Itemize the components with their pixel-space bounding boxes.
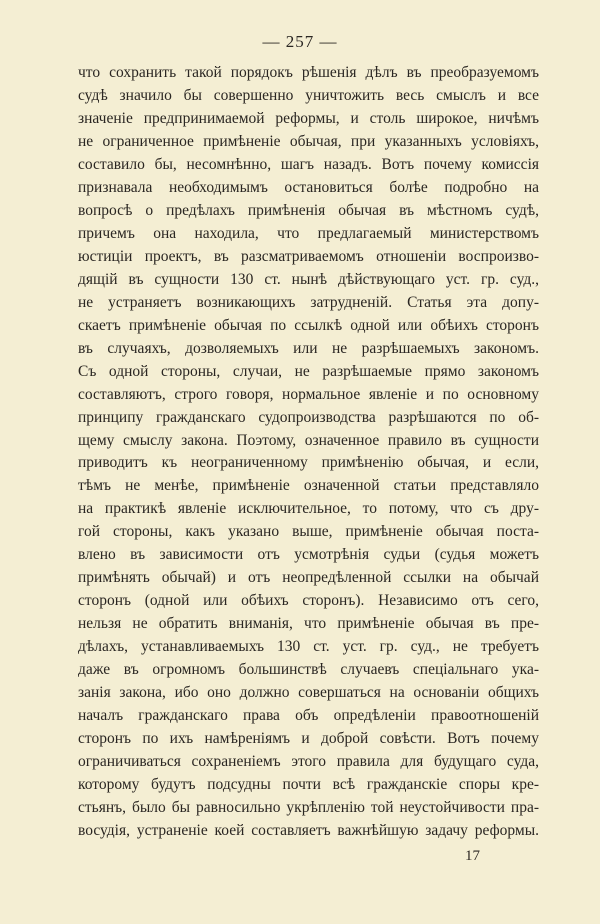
page-number-header: — 257 — [262, 32, 338, 51]
text-line: восудія, устраненіе коей составляетъ важнѣйшую задачу реформы. [78, 821, 539, 839]
text-line: влено въ зависимости отъ усмотрѣнія судьи (судья можетъ [78, 546, 539, 564]
signature-mark: 17 [465, 848, 480, 864]
text-line: даже въ огромномъ большинствѣ случаевъ спеціальнаго ука- [78, 661, 539, 679]
text-line: не устраняетъ возникающихъ затрудненій. Статья эта допу- [78, 293, 539, 311]
page-body-text [78, 61, 539, 842]
text-line: примѣнять обычай) и отъ неопредѣленной ссылки на обычай [78, 569, 539, 587]
text-line: сторонъ (одной или обѣихъ сторонъ). Независимо отъ сего, [78, 592, 539, 610]
text-line: занія закона, ибо оно должно совершаться на основаніи общихъ [78, 684, 539, 702]
text-line: гой стороны, какъ указано выше, примѣненіе обычая поста- [78, 523, 539, 541]
text-line: которому будутъ подсудны почти всѣ гражданскіе споры кре- [78, 776, 539, 794]
text-line: тѣмъ не менѣе, примѣненіе означенной статьи представляло [78, 477, 539, 495]
text-line: Съ одной стороны, случаи, не разрѣшаемые прямо закономъ [78, 362, 539, 380]
text-line: дѣлахъ, устанавливаемыхъ 130 ст. уст. гр. суд., не требуетъ [78, 638, 539, 656]
text-line: на практикѣ явленіе исключительное, то потому, что съ дру- [78, 500, 539, 518]
text-line: причемъ она находила, что предлагаемый министерствомъ [78, 224, 539, 242]
text-line: принципу гражданскаго судопроизводства разрѣшаются по об- [78, 408, 539, 426]
text-line: дящій въ сущности 130 ст. нынѣ дѣйствующаго уст. гр. суд., [78, 270, 539, 288]
text-line: сторонъ по ихъ намѣреніямъ и доброй совѣсти. Вотъ почему [78, 730, 539, 748]
text-line: не ограниченное примѣненіе обычая, при указанныхъ условіяхъ, [78, 132, 539, 150]
text-line: приводитъ къ неограниченному примѣненію обычая, и если, [78, 454, 539, 472]
text-line: что сохранить такой порядокъ рѣшенія дѣлъ въ преобразуемомъ [78, 64, 539, 81]
text-line: скаетъ примѣненіе обычая по ссылкѣ одной или обѣихъ сторонъ [78, 316, 539, 334]
text-line: составило бы, несомнѣнно, шагъ назадъ. Вотъ почему комиссія [78, 155, 539, 173]
text-line: судѣ значило бы совершенно уничтожить весь смыслъ и все [78, 86, 539, 104]
text-line: началъ гражданскаго права объ опредѣленіи правоотношеній [78, 707, 539, 725]
text-line: составляютъ, строго говоря, нормальное явленіе и по основному [78, 385, 539, 403]
text-line: стьянъ, было бы равносильно укрѣпленію той неустойчивости пра- [78, 799, 539, 816]
text-line: вопросѣ о предѣлахъ примѣненія обычая въ мѣстномъ судѣ, [78, 201, 539, 219]
text-line: значеніе предпринимаемой реформы, и столь широкое, ничѣмъ [78, 109, 539, 127]
text-line: щему смыслу закона. Поэтому, означенное правило въ сущности [78, 431, 539, 449]
text-line: юстиціи проектъ, въ разсматриваемомъ отношеніи воспроизво- [78, 247, 539, 265]
text-line: нельзя не обратить вниманія, что примѣненіе обычая въ пре- [78, 615, 539, 633]
text-line: въ случаяхъ, дозволяемыхъ или не разрѣшаемыхъ закономъ. [78, 339, 539, 357]
text-line: ограничиваться сохраненіемъ этого правила для будущаго суда, [78, 753, 539, 771]
text-line: признавала необходимымъ остановиться болѣе подробно на [78, 178, 539, 196]
